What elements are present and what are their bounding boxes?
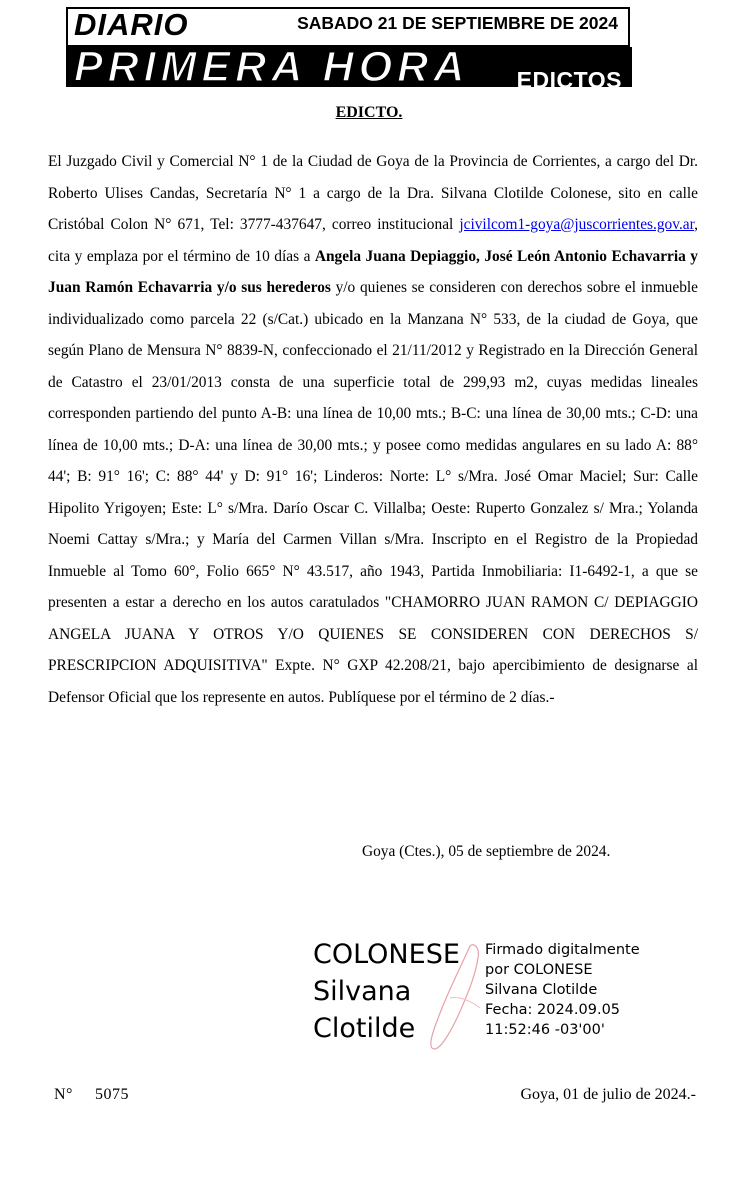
body-part-2: , cita y emplaza por el término de 10 días a <box>48 216 698 265</box>
edict-number-label: N° <box>54 1086 73 1103</box>
masthead-section: EDICTOS <box>516 67 622 87</box>
signature-info-line: 11:52:46 -03'00' <box>485 1022 605 1038</box>
signature-info <box>485 940 640 1040</box>
signature-name-line: COLONESE <box>313 939 460 970</box>
email-link[interactable]: jcivilcom1-goya@juscorrientes.gov.ar <box>459 216 695 233</box>
body-part-1: El Juzgado Civil y Comercial N° 1 de la Ciudad de Goya de la Provincia de Corrientes, a cargo del Dr. Roberto Ulises Candas, Secretaría N° 1 a cargo de la Dra. Silvana Clotilde Colonese, sito en calle Cristóbal Colon N° 671, Tel: 3777-437647, correo institucional <box>48 153 698 233</box>
body-names-bold: Angela Juana Depiaggio, José León Antonio Echavarria y Juan Ramón Echavarria y/o sus herederos <box>48 247 699 296</box>
edict-number-value: 5075 <box>94 1086 129 1103</box>
signature-info-line: Fecha: 2024.09.05 <box>485 1002 621 1018</box>
masthead-top-box <box>66 7 630 47</box>
signature-info-line: Silvana Clotilde <box>485 982 598 998</box>
masthead-diario: DIARIO <box>74 7 189 42</box>
masthead <box>66 7 632 87</box>
signature-mark-icon <box>420 938 490 1058</box>
masthead-title: PRIMERA HORA <box>74 47 470 87</box>
edict-title: EDICTO. <box>335 104 403 121</box>
signature-name-line: Silvana <box>313 976 412 1007</box>
masthead-bar <box>66 47 632 87</box>
edict-body <box>48 146 698 713</box>
footer-date: Goya, 01 de julio de 2024.- <box>520 1086 696 1103</box>
signature-name-line: Clotilde <box>313 1013 416 1044</box>
masthead-date: SABADO 21 DE SEPTIEMBRE DE 2024 <box>297 13 618 33</box>
signature-info-line: por COLONESE <box>485 962 593 978</box>
place-date: Goya (Ctes.), 05 de septiembre de 2024. <box>362 843 611 860</box>
edict-number <box>54 1086 129 1104</box>
signature-info-line: Firmado digitalmente <box>485 942 640 958</box>
body-part-3: y/o quienes se consideren con derechos sobre el inmueble individualizado como parcela 22 (s/Cat.) ubicado en la Manzana N° 533, de la ciudad de Goya, que según Plano de Mensura N° 8839-N, confeccionado el 21/11/2012 y Registrado en la Dirección General de Catastro el 23/01/2013 consta de una superficie total de 299,93 m2, cuyas medidas lineales corresponden partiendo del punto A-B: una línea de 10,00 mts.; B-C: una línea de 30,00 mts.; C-D: una línea de 10,00 mts.; D-A: una línea de 30,00 mts.; y posee como medidas angulares en su lado A: 88° 44'; B: 91° 16'; C: 88° 44' y D: 91° 16'; Linderos: Norte: L° s/Mra. José Omar Maciel; Sur: Calle Hipolito Yrigoyen; Este: L° s/Mra. Darío Oscar C. Villalba; Oeste: Ruperto Gonzalez s/ Mra.; Yolanda Noemi Cattay s/Mra.; y María del Carmen Villan s/Mra. Inscripto en el Registro de la Propiedad Inmueble al Tomo 60°, Folio 665° N° 43.517, año 1943, Partida Inmobiliaria: I1-6492-1, a que se presenten a estar a derecho en los autos caratulados "CHAMORRO JUAN RAMON C/ DEPIAGGIO ANGELA JUANA Y OTROS Y/O QUIENES SE CONSIDEREN CON DERECHOS S/ PRESCRIPCION ADQUISITIVA" Expte. N° GXP 42.208/21, bajo apercibimiento de designarse al Defensor Oficial que los represente en autos. Publíquese por el término de 2 días.- <box>48 279 698 706</box>
